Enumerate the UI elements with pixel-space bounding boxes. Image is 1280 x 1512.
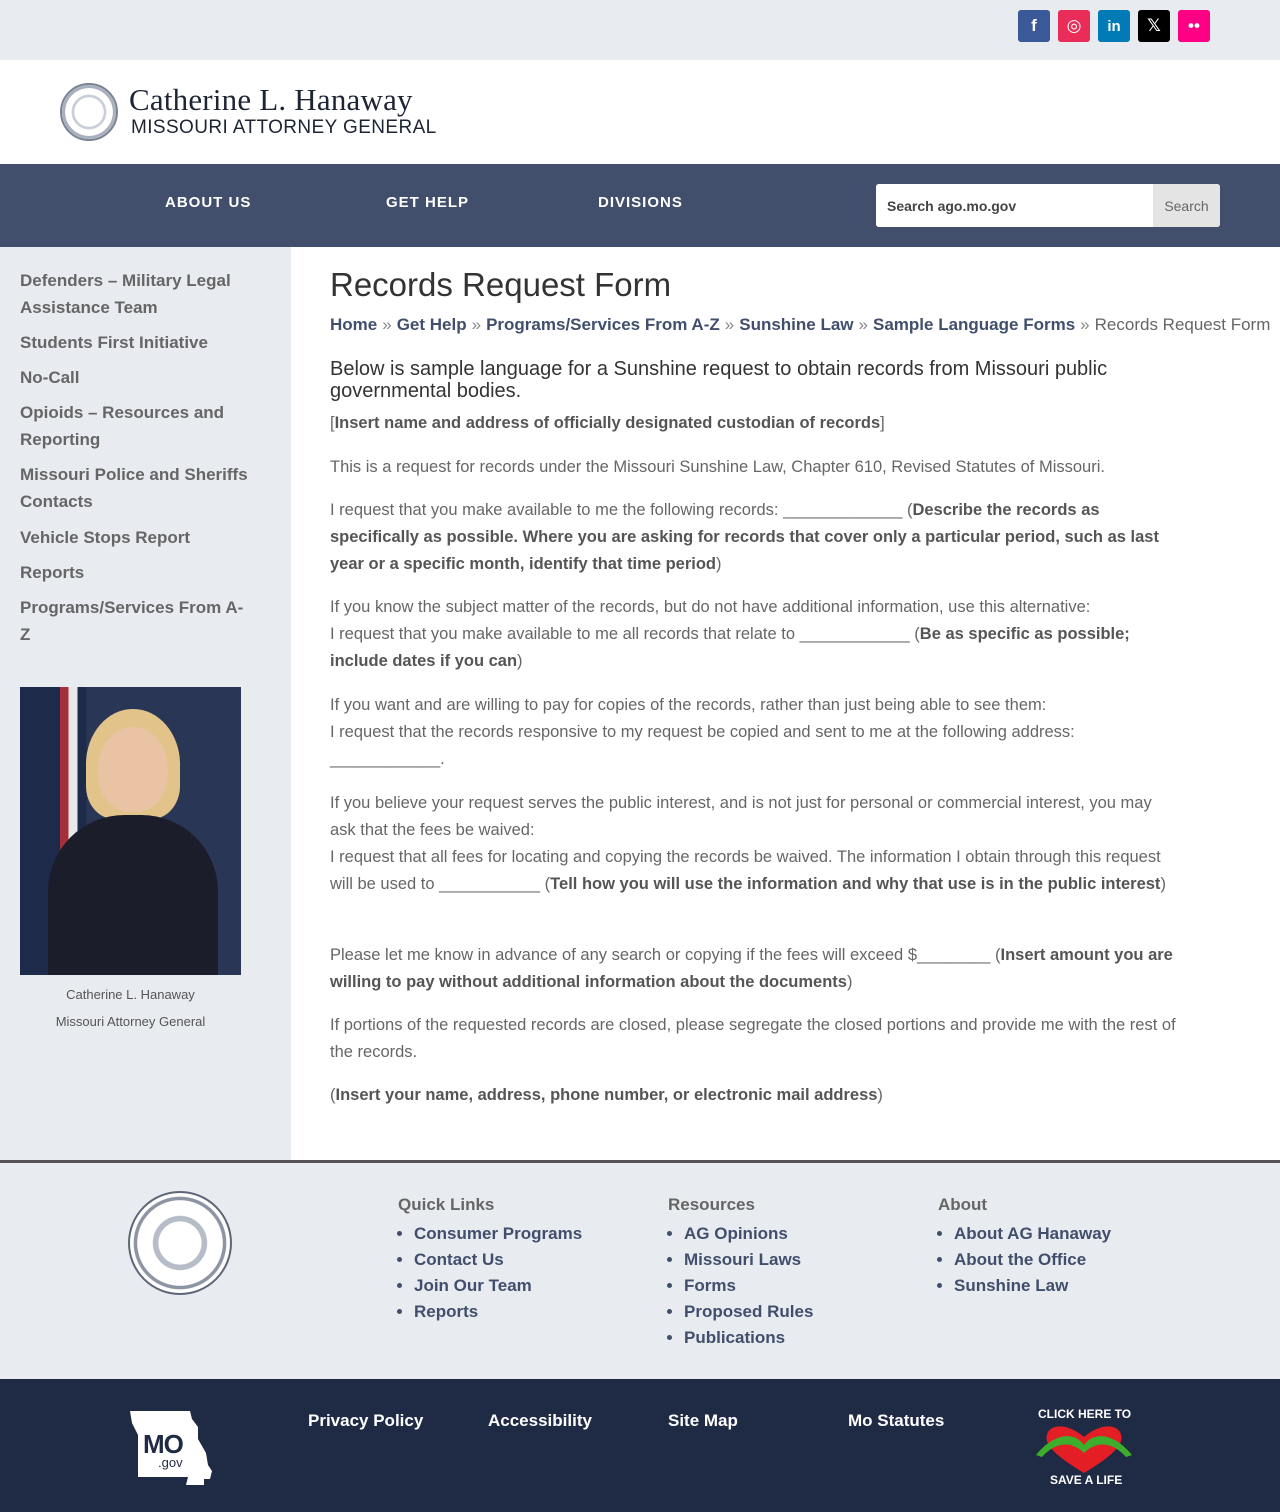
copies-paragraph: If you want and are willing to pay for copies of the records, rather than just being able to see them: I request that the records responsive to my request be copied and sent to me at the following address: ____________. — [330, 696, 1075, 768]
sidebar-item-programs-az[interactable]: Programs/Services From A-Z — [20, 598, 244, 644]
mo-statutes-link[interactable]: Mo Statutes — [848, 1411, 945, 1430]
facebook-icon[interactable]: f — [1018, 10, 1050, 42]
mo-logo-text: MO — [143, 1429, 183, 1459]
sidebar-item-defenders[interactable]: Defenders – Military Legal Assistance Team — [20, 271, 231, 317]
footer-link-join-our-team[interactable]: • Join Our Team — [414, 1273, 582, 1299]
photo-caption-title: Missouri Attorney General — [55, 1014, 206, 1029]
site-header — [0, 60, 1280, 164]
nav-get-help[interactable]: GET HELP — [386, 194, 470, 211]
sidebar-item-students-first[interactable]: Students First Initiative — [20, 333, 208, 352]
search-input[interactable] — [876, 184, 1153, 227]
footer-link-about-ag[interactable]: • About AG Hanaway — [954, 1221, 1111, 1247]
site-footer — [0, 1160, 1280, 1379]
breadcrumb-sunshine-law[interactable]: Sunshine Law — [739, 315, 854, 334]
signature-paragraph: (Insert your name, address, phone number, or electronic mail address) — [330, 1086, 883, 1104]
bottom-bar — [0, 1379, 1280, 1512]
intro-text: Below is sample language for a Sunshine request to obtain records from Missouri public governmental bodies. — [330, 358, 1108, 402]
footer-link-contact-us[interactable]: • Contact Us — [414, 1247, 582, 1273]
instagram-icon[interactable]: ◎ — [1058, 10, 1090, 42]
privacy-policy-link[interactable]: Privacy Policy — [308, 1411, 424, 1430]
main-nav — [0, 164, 1280, 247]
footer-link-reports[interactable]: • Reports — [414, 1299, 582, 1325]
breadcrumb-programs[interactable]: Programs/Services From A-Z — [486, 315, 720, 334]
state-seal-logo-icon[interactable] — [60, 83, 118, 141]
accessibility-link[interactable]: Accessibility — [488, 1411, 592, 1430]
footer-link-publications[interactable]: • Publications — [684, 1325, 813, 1351]
office-seal-icon — [128, 1191, 232, 1295]
mo-logo-gov: .gov — [158, 1455, 183, 1470]
request-statement: This is a request for records under the Missouri Sunshine Law, Chapter 610, Revised Statutes of Missouri. — [330, 458, 1105, 476]
save-a-life-bottom-text[interactable]: SAVE A LIFE — [1050, 1473, 1123, 1487]
breadcrumb-home[interactable]: Home — [330, 315, 378, 334]
quick-links-title: Quick Links — [398, 1195, 495, 1214]
breadcrumb-sample-forms[interactable]: Sample Language Forms — [873, 315, 1076, 334]
x-icon[interactable]: 𝕏 — [1138, 10, 1170, 42]
breadcrumb: Home » Get Help » Programs/Services From A-Z » Sunshine Law » Sample Language Forms » Records Request Form — [330, 315, 1271, 334]
nav-divisions[interactable]: DIVISIONS — [598, 194, 683, 211]
records-paragraph: I request that you make available to me the following records: _____________ (Describe the records as specifically as possible. Where you are asking for records that cover only a particular period, such as last year or a specific month, identify that time period) — [330, 501, 1159, 573]
save-a-life-top-text[interactable]: CLICK HERE TO — [1038, 1407, 1132, 1421]
footer-link-missouri-laws[interactable]: • Missouri Laws — [684, 1247, 813, 1273]
page-title: Records Request Form — [330, 266, 672, 303]
fee-waiver-paragraph: If you believe your request serves the public interest, and is not just for personal or commercial interest, you may ask that the fees be waived: I request that all fees for locating and copying the records be waived. The information I obtain through this request will be used to ___________ (Tell how you will use the information and why that use is in the public interest) — [330, 794, 1166, 893]
nav-about-us[interactable]: ABOUT US — [165, 194, 252, 211]
sidebar-item-opioids[interactable]: Opioids – Resources and Reporting — [20, 403, 225, 449]
logo-title[interactable]: MISSOURI ATTORNEY GENERAL — [131, 117, 437, 138]
sidebar-item-no-call[interactable]: No-Call — [20, 368, 80, 387]
footer-link-about-office[interactable]: • About the Office — [954, 1247, 1111, 1273]
subject-matter-paragraph: If you know the subject matter of the records, but do not have additional information, use this alternative: I request that you make available to me all records that relate to ____________ (Be as specific as possible; include dates if you can) — [330, 598, 1130, 670]
footer-link-proposed-rules[interactable]: • Proposed Rules — [684, 1299, 813, 1325]
site-map-link[interactable]: Site Map — [668, 1411, 738, 1430]
footer-link-ag-opinions[interactable]: • AG Opinions — [684, 1221, 813, 1247]
attorney-general-photo — [20, 687, 241, 975]
breadcrumb-get-help[interactable]: Get Help — [396, 315, 467, 334]
closed-records-paragraph: If portions of the requested records are closed, please segregate the closed portions and provide me with the rest of the records. — [330, 1016, 1176, 1061]
sidebar-item-police-sheriffs[interactable]: Missouri Police and Sheriffs Contacts — [20, 465, 248, 511]
linkedin-icon[interactable]: in — [1098, 10, 1130, 42]
footer-link-sunshine-law[interactable]: • Sunshine Law — [954, 1273, 1111, 1299]
footer-link-forms[interactable]: • Forms — [684, 1273, 813, 1299]
save-a-life-heart-icon[interactable] — [1034, 1423, 1134, 1475]
search-button[interactable]: Search — [1153, 184, 1220, 227]
search-form — [876, 184, 1220, 227]
footer-link-consumer-programs[interactable]: • Consumer Programs — [414, 1221, 582, 1247]
sidebar — [0, 247, 291, 1160]
photo-caption-name: Catherine L. Hanaway — [66, 987, 195, 1002]
fee-limit-paragraph: Please let me know in advance of any search or copying if the fees will exceed $________ (Insert amount you are willing to pay without additional information about the documents) — [330, 946, 1173, 991]
logo-name[interactable]: Catherine L. Hanaway — [129, 82, 413, 117]
resources-title: Resources — [668, 1195, 755, 1214]
sidebar-item-reports[interactable]: Reports — [20, 563, 85, 582]
sidebar-item-vehicle-stops[interactable]: Vehicle Stops Report — [20, 528, 191, 547]
social-bar — [0, 0, 1280, 60]
custodian-paragraph: [Insert name and address of officially designated custodian of records] — [330, 414, 885, 432]
flickr-icon[interactable]: •• — [1178, 10, 1210, 42]
about-title: About — [938, 1195, 988, 1214]
breadcrumb-current: Records Request Form — [1094, 315, 1271, 334]
